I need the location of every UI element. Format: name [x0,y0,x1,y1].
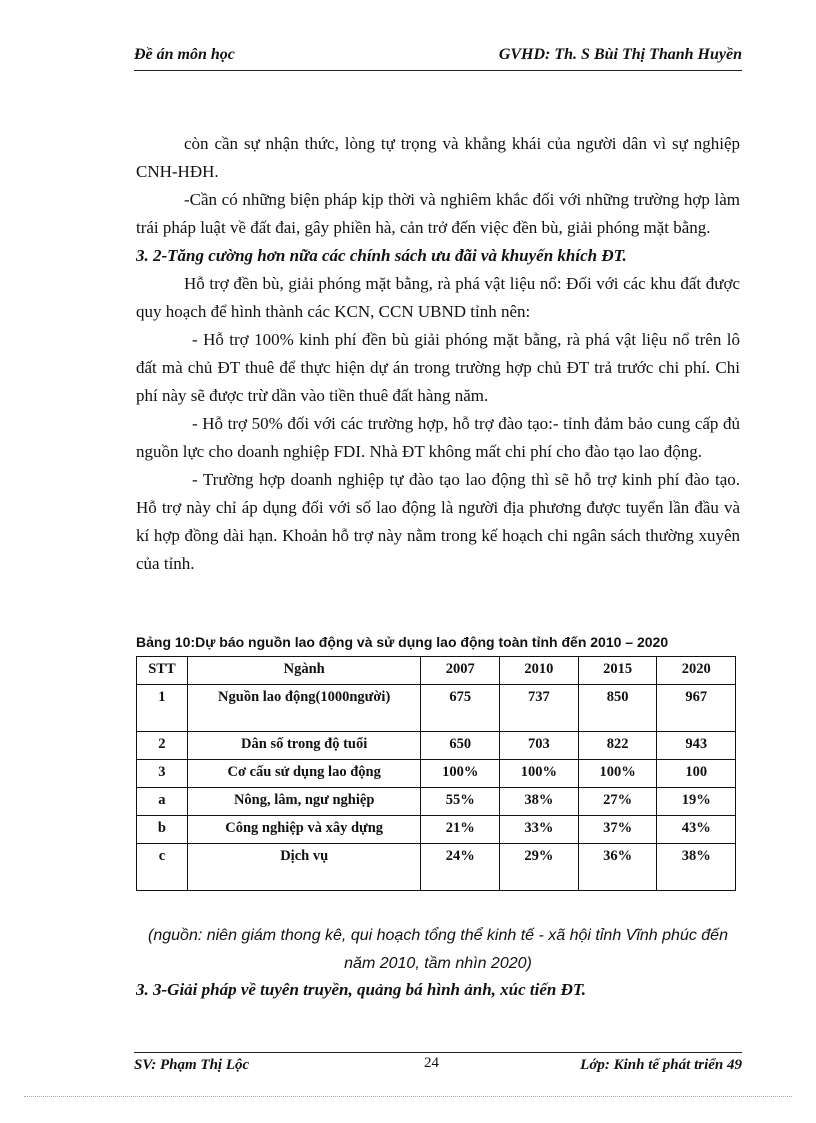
table-cell: 24% [421,844,500,891]
table-header-row [137,657,736,685]
table-cell: Dịch vụ [187,844,421,891]
table-cell: Nông, lâm, ngư nghiệp [187,788,421,816]
table-cell: 675 [421,685,500,732]
table-cell: 21% [421,816,500,844]
paragraph-4: - Hỗ trợ 100% kinh phí đền bù giải phóng mặt bằng, rà phá vật liệu nổ trên lô đất mà chủ ĐT thuê để thực hiện dự án trong trường hợp chủ ĐT trả trước chi phí. Chi phí này sẽ được trừ dần vào tiền thuê đất hàng năm. [136,330,740,405]
table-cell: 3 [137,760,188,788]
table-wrapper [136,656,736,891]
table-header-cell: 2015 [578,657,657,685]
table-header-cell: 2010 [500,657,579,685]
table-cell: c [137,844,188,891]
table-title: Bảng 10:Dự báo nguồn lao động và sử dụng lao động toàn tỉnh đến 2010 – 2020 [136,634,669,650]
table-cell: 33% [500,816,579,844]
labor-forecast-table [136,656,736,891]
table-row [137,685,736,732]
table-row [137,760,736,788]
table-cell: 943 [657,732,736,760]
footer-student-name: SV: Phạm Thị Lộc [134,1057,250,1073]
paragraph-3: Hỗ trợ đền bù, giải phóng mặt bằng, rà phá vật liệu nổ: Đối với các khu đất được quy hoạch để hình thành các KCN, CCN UBND tỉnh nên: [136,274,740,321]
table-header-cell: 2007 [421,657,500,685]
table-cell: 37% [578,816,657,844]
table-cell: 100% [578,760,657,788]
table-cell: 1 [137,685,188,732]
table-cell: 19% [657,788,736,816]
table-header-cell: 2020 [657,657,736,685]
table-cell: 36% [578,844,657,891]
table-header-cell: Ngành [187,657,421,685]
table-cell: 55% [421,788,500,816]
table-header-cell: STT [137,657,188,685]
page-header [134,44,742,71]
table-row [137,788,736,816]
table-cell: 100 [657,760,736,788]
paragraph-5: - Hỗ trợ 50% đối với các trường hợp, hỗ trợ đào tạo:- tỉnh đảm bảo cung cấp đủ nguồn lực cho doanh nghiệp FDI. Nhà ĐT không mất chi phí cho đào tạo lao động. [136,414,740,461]
table-cell: Dân số trong độ tuổi [187,732,421,760]
table-cell: 38% [500,788,579,816]
table-cell: 822 [578,732,657,760]
page-bottom-dotted-divider [24,1096,792,1097]
table-cell: 27% [578,788,657,816]
table-cell: 38% [657,844,736,891]
table-source-caption: (nguồn: niên giám thong kê, qui hoạch tổng thể kinh tế - xã hội tỉnh Vĩnh phúc đến năm 2010, tầm nhìn 2020) [148,927,728,972]
paragraph-6: - Trường hợp doanh nghiệp tự đào tạo lao động thì sẽ hỗ trợ kinh phí đào tạo. Hỗ trợ này chỉ áp dụng đối với số lao động là người địa phương được tuyển lần đầu và kí hợp đồng dài hạn. Khoản hỗ trợ này nằm trong kế hoạch chi ngân sách thường xuyên của tỉnh. [136,470,740,573]
table-cell: 650 [421,732,500,760]
page-footer [134,1052,742,1075]
table-cell: Công nghiệp và xây dựng [187,816,421,844]
table-row [137,844,736,891]
table-cell: 967 [657,685,736,732]
footer-class-name: Lớp: Kinh tế phát triển 49 [580,1057,742,1073]
table-cell: a [137,788,188,816]
table-cell: 29% [500,844,579,891]
body-section-1 [136,130,740,578]
header-course-title: Đề án môn học [134,46,235,63]
table-cell: 2 [137,732,188,760]
body-section-2 [136,976,740,1004]
table-row [137,732,736,760]
table-cell: 100% [500,760,579,788]
page-number: 24 [424,1055,439,1071]
paragraph-1: còn cần sự nhận thức, lòng tự trọng và khẳng khái của người dân vì sự nghiệp CNH-HĐH. [136,134,740,181]
section-heading-3-2: 3. 2-Tăng cường hơn nữa các chính sách ưu đãi và khuyến khích ĐT. [136,246,627,265]
table-cell: Cơ cấu sử dụng lao động [187,760,421,788]
table-cell: b [137,816,188,844]
table-cell: 703 [500,732,579,760]
table-cell: 850 [578,685,657,732]
table-row [137,816,736,844]
section-heading-3-3: 3. 3-Giải pháp về tuyên truyền, quảng bá hình ảnh, xúc tiến ĐT. [136,980,586,999]
paragraph-2: -Cần có những biện pháp kịp thời và nghiêm khắc đối với những trường hợp làm trái pháp luật về đất đai, gây phiền hà, cản trở đến việc đền bù, giải phóng mặt bằng. [136,190,740,237]
table-cell: 100% [421,760,500,788]
table-cell: Nguồn lao động(1000người) [187,685,421,732]
header-instructor: GVHD: Th. S Bùi Thị Thanh Huyền [498,46,742,63]
table-cell: 737 [500,685,579,732]
table-cell: 43% [657,816,736,844]
